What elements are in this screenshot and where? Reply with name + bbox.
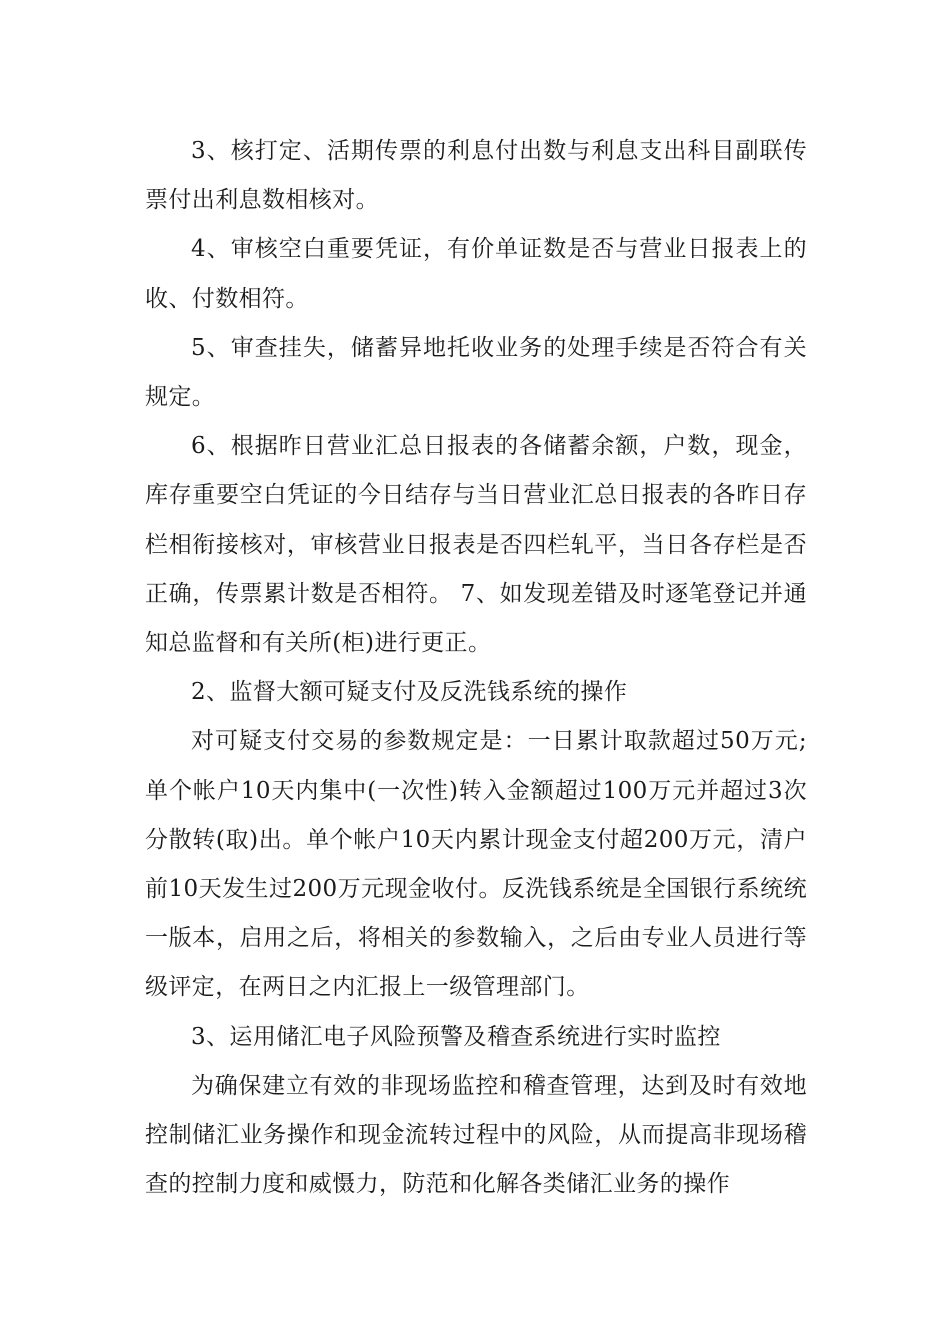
document-body	[145, 127, 807, 1209]
paragraph-suspicious-payment-rules: 对可疑支付交易的参数规定是：一日累计取款超过50万元;单个帐户10天内集中(一次性)转入金额超过100万元并超过3次分散转(取)出。单个帐户10天内累计现金支付超200万元，清户前10天发生过200万元现金收付。反洗钱系统是全国银行系统统一版本，启用之后，将相关的参数输入，之后由专业人员进行等级评定，在两日之内汇报上一级管理部门。	[145, 728, 807, 1001]
section-heading-anti-money-laundering: 2、监督大额可疑支付及反洗钱系统的操作	[191, 679, 628, 706]
paragraph-blank-voucher-audit: 4、审核空白重要凭证，有价单证数是否与营业日报表上的收、付数相符。	[145, 236, 807, 312]
paragraph-daily-report-reconciliation: 6、根据昨日营业汇总日报表的各储蓄余额，户数，现金，库存重要空白凭证的今日结存与当日营业汇总日报表的各昨日存栏相衔接核对，审核营业日报表是否四栏轧平，当日各存栏是否正确，传票累计数是否相符。 7、如发现差错及时逐笔登记并通知总监督和有关所(柜)进行更正。	[145, 433, 807, 657]
section-heading-risk-warning-system: 3、运用储汇电子风险预警及稽查系统进行实时监控	[191, 1023, 721, 1050]
paragraph-loss-report-review: 5、审查挂失，储蓄异地托收业务的处理手续是否符合有关规定。	[145, 334, 807, 411]
paragraph-offsite-monitoring: 为确保建立有效的非现场监控和稽查管理，达到及时有效地控制储汇业务操作和现金流转过程中的风险，从而提高非现场稽查的控制力度和威慑力，防范和化解各类储汇业务的操作	[145, 1072, 807, 1198]
paragraph-interest-check: 3、核打定、活期传票的利息付出数与利息支出科目副联传票付出利息数相核对。	[145, 138, 807, 214]
